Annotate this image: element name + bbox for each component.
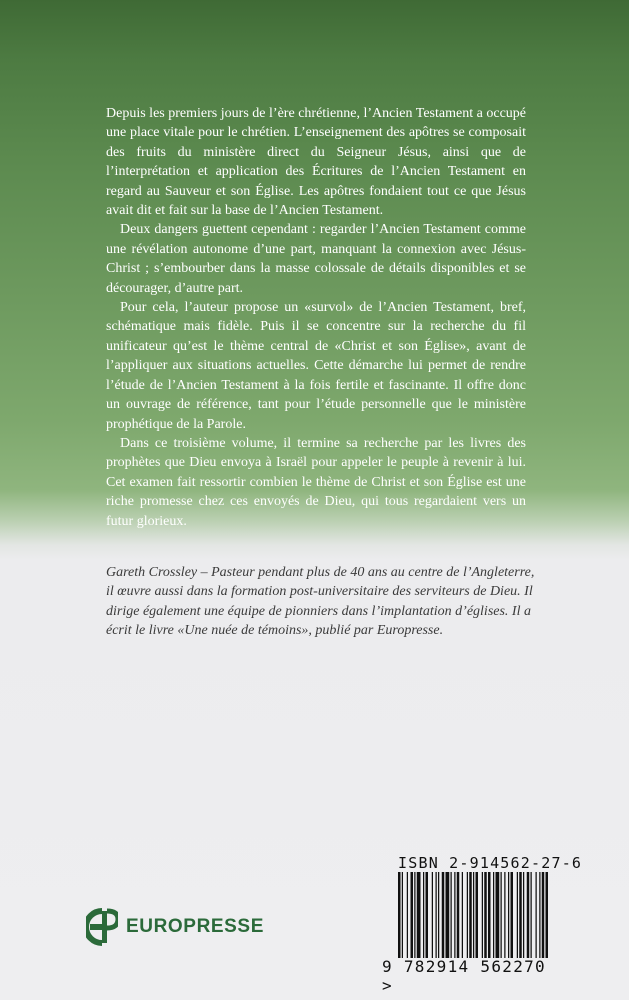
blurb-paragraph-2: Deux dangers guettent cependant : regarder l’Ancien Testament comme une révélation autonome d’une part, manquant la connexion avec Jésus-Christ ; s’embourber dans la masse colossale de détails disponibles et se décourager, d’autre part. xyxy=(106,222,526,296)
author-bio xyxy=(106,563,536,641)
blurb-paragraph-4: Dans ce troisième volume, il termine sa recherche par les livres des prophètes que Dieu envoya à Israël pour appeler le peuple à revenir à lui. Cet examen fait ressortir combien le thème de Christ et son Église est une riche promesse chez ces envoyés de Dieu, qui tous regardaient vers un futur glorieux. xyxy=(106,435,526,529)
ep-logo-icon xyxy=(86,907,118,947)
publisher-name: EUROPRESSE xyxy=(126,916,264,937)
isbn-label: ISBN 2-914562-27-6 xyxy=(398,854,583,872)
blurb-paragraph-1: Depuis les premiers jours de l’ère chrétienne, l’Ancien Testament a occupé une place vitale pour le chrétien. L’enseignement des apôtres se composait des fruits du ministère direct du Seigneur Jésus, ainsi que de l’interprétation et application des Écritures de l’Ancien Testament en regard au Sauveur et son Église. Les apôtres fondaient tout ce que Jésus avait dit et fait sur la base de l’Ancien Testament. xyxy=(106,106,526,219)
publisher-logo xyxy=(86,907,264,947)
barcode-digits: 9 782914 562270 > xyxy=(382,957,546,995)
blurb-paragraph-3: Pour cela, l’auteur propose un «survol» de l’Ancien Testament, bref, schématique mais fidèle. Puis il se concentre sur la recherche du fil unificateur qu’est le thème central de «Christ et son Église», avant de l’appliquer aux situations actuelles. Cette démarche lui permet de rendre l’étude de l’Ancien Testament à la fois fertile et fascinante. Il offre donc un ouvrage de référence, tant pour l’étude personnelle que le ministère prophétique de la Parole. xyxy=(106,300,526,432)
author-bio-text: Gareth Crossley – Pasteur pendant plus de 40 ans au centre de l’Angleterre, il œuvre aussi dans la formation post-universitaire des serviteurs de Dieu. Il dirige également une équipe de pionniers dans l’implantation d’églises. Il a écrit le livre «Une nuée de témoins», publié par Europresse. xyxy=(106,565,535,639)
back-cover-blurb xyxy=(106,104,526,531)
